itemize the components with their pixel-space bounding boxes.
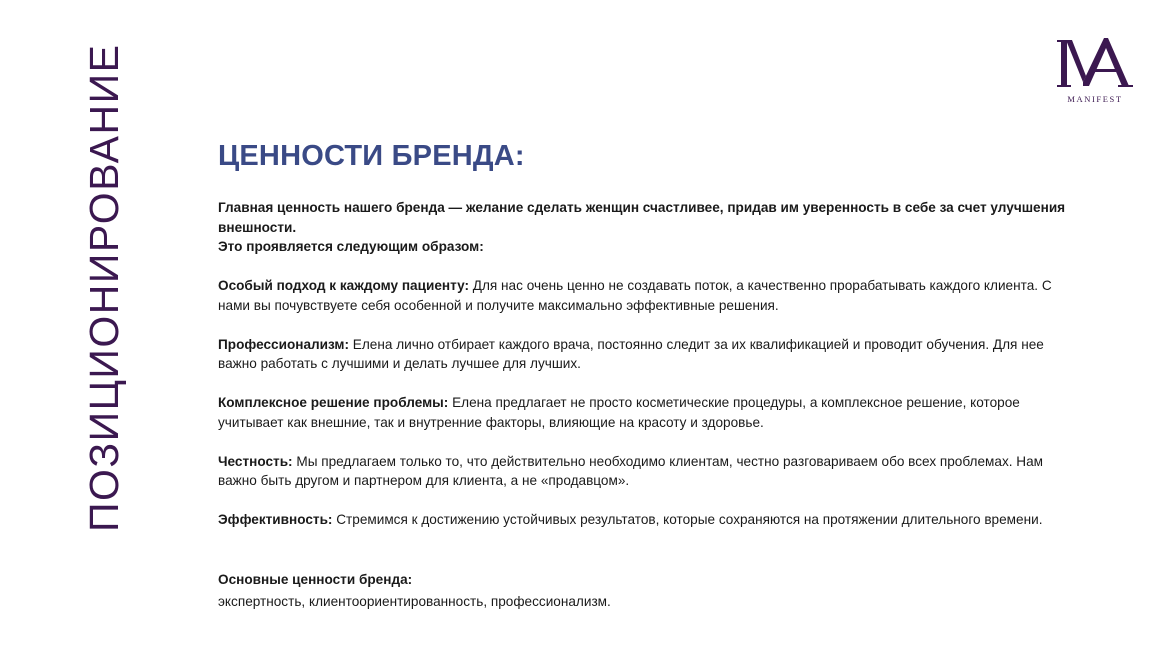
value-item-complex-solution [218, 393, 1068, 432]
core-values-label: Основные ценности бренда: [218, 571, 413, 587]
value-item-honesty [218, 452, 1068, 491]
section-side-title: ПОЗИЦИОНИРОВАНИЕ [81, 44, 127, 533]
value-item-approach [218, 276, 1068, 315]
value-item-efficiency [218, 510, 1068, 530]
value-label: Профессионализм: [218, 336, 350, 352]
value-label: Комплексное решение проблемы: [218, 395, 449, 410]
value-label: Честность: [218, 453, 293, 469]
value-description: Стремимся к достижению устойчивых результатов, которые сохраняются на протяжении длительного времени. [332, 512, 1043, 527]
main-content [218, 138, 1068, 613]
value-item-professionalism [218, 335, 1068, 374]
core-values-block [218, 569, 1068, 613]
value-description: Мы предлагаем только то, что действительно необходимо клиентам, честно разговариваем обо всех проблемах. Нам важно быть другом и партнером для клиента, а не «продавцом». [218, 453, 1044, 488]
value-label: Эффективность: [218, 512, 333, 527]
page-title: ЦЕННОСТИ БРЕНДА: [218, 140, 525, 172]
value-label: Особый подход к каждому пациенту: [218, 278, 469, 293]
value-description: Елена лично отбирает каждого врача, постоянно следит за их квалификацией и проводит обучения. Для нее важно работать с лучшими и делать лучшее для лучших. [218, 336, 1044, 371]
value-description: Для нас очень ценно не создавать поток, а качественно прорабатывать каждого клиента. С нами вы почувствуете себя особенной и получите максимально эффективные решения. [218, 278, 1052, 313]
intro-paragraph [218, 198, 1068, 257]
logo-monogram-icon [1056, 36, 1134, 94]
logo-wordmark: MANIFEST [1067, 94, 1123, 104]
core-values-list: экспертность, клиентоориентированность, профессионализм. [218, 593, 611, 609]
intro-line-main: Главная ценность нашего бренда — желание сделать женщин счастливее, придав им уверенность в себе за счет улучшения внешности. [218, 200, 1066, 235]
intro-line-lead: Это проявляется следующим образом: [218, 239, 484, 254]
brand-logo [1056, 36, 1134, 108]
value-description: Елена предлагает не просто косметические процедуры, а комплексное решение, которое учитывает как внешние, так и внутренние факторы, влияющие на красоту и здоровье. [218, 395, 1020, 430]
